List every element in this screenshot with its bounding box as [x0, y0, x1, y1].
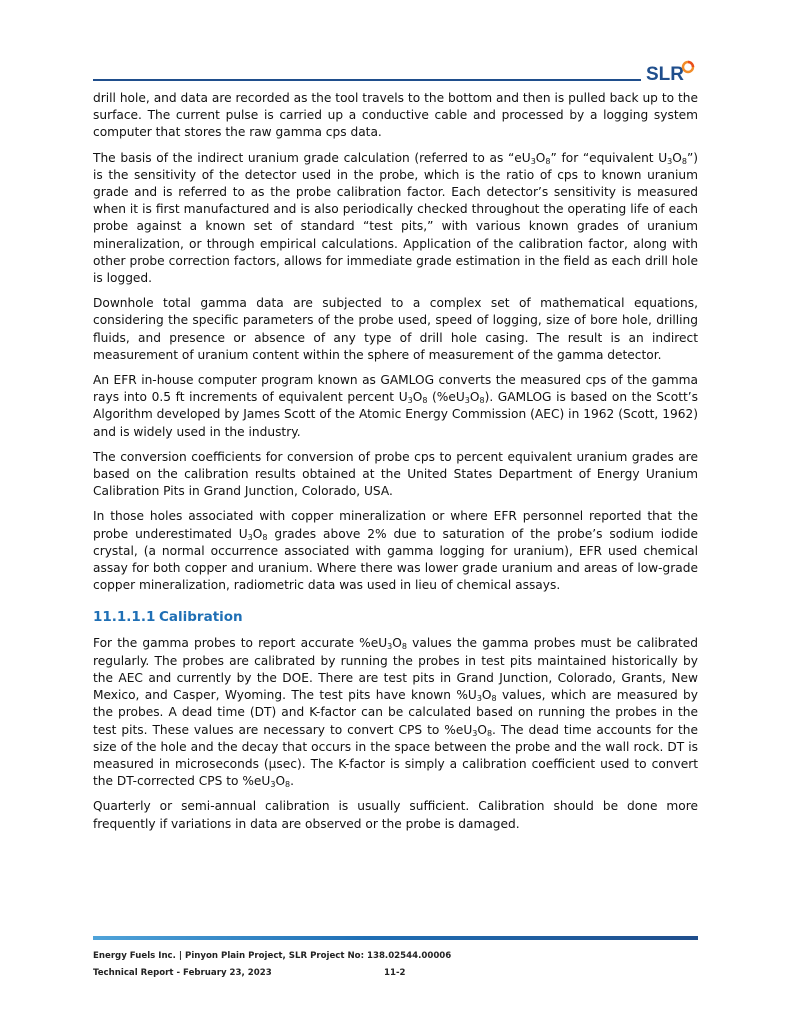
- paragraph: [93, 295, 698, 364]
- footer-line-1: Energy Fuels Inc. | Pinyon Plain Project, SLR Project No: 138.02544.00006: [93, 951, 452, 961]
- paragraph: [93, 798, 698, 832]
- subscript: 3: [247, 532, 253, 542]
- section-heading: [93, 608, 698, 626]
- intro-paragraphs: [93, 90, 698, 594]
- paragraph: [93, 449, 698, 501]
- paragraph: [93, 372, 698, 441]
- text-run: (%eU: [427, 390, 465, 405]
- text-run: O: [469, 390, 480, 405]
- footer-line-2: Technical Report - February 23, 2023: [93, 968, 272, 978]
- paragraph: [93, 508, 698, 594]
- text-run: The basis of the indirect uranium grade calculation (referred to as “eU: [93, 150, 531, 165]
- logo-swirl-icon: [681, 60, 695, 74]
- text-run: O: [275, 774, 286, 789]
- subscript: 3: [530, 156, 536, 166]
- text-run: O: [477, 722, 487, 737]
- section-paragraphs: [93, 635, 698, 832]
- text-run: O: [252, 526, 263, 541]
- text-run: values the gamma probes must be calibrated regularly. The probes are calibrated by running the probes in test pits maintained historically by the AEC and currently by the DOE. There are test pits in Grand Junction, Colorado, Grants, New Mexico, and Casper, Wyoming. The test pits have known %U: [93, 636, 699, 703]
- subscript: 3: [270, 780, 276, 790]
- text-run: O: [392, 636, 402, 651]
- subscript: 8: [479, 396, 485, 406]
- text-run: O: [412, 390, 423, 405]
- text-run: . The dead time accounts for the size of the hole and the decay that occurs in the space between the probe and the wall rock. DT is measured in microseconds (µsec). The K-factor is simply a calibration coefficient used to convert the DT-corrected CPS to %eU: [93, 722, 698, 789]
- section-title: Calibration: [159, 609, 243, 626]
- text-run: O: [481, 688, 492, 703]
- text-run: O: [535, 150, 546, 165]
- text-run: ). GAMLOG is based on the Scott’s Algorithm developed by James Scott of the Atomic Energy Commission (AEC) in 1962 (Scott, 1962) and is widely used in the industry.: [93, 390, 698, 439]
- subscript: 8: [491, 694, 497, 704]
- main-body: [93, 90, 698, 841]
- subscript: 8: [486, 728, 493, 738]
- text-run: In those holes associated with copper mineralization or where EFR personnel reported that the probe underestimated U: [93, 509, 698, 541]
- subscript: 8: [681, 156, 687, 166]
- paragraph: [93, 90, 698, 142]
- subscript: 3: [387, 642, 393, 652]
- text-run: drill hole, and data are recorded as the tool travels to the bottom and then is pulled back up to the surface. The current pulse is carried up a conductive cable and processed by a logging system computer that stores the raw gamma cps data.: [93, 91, 698, 140]
- subscript: 3: [476, 694, 482, 704]
- subscript: 3: [667, 156, 673, 166]
- text-run: ” for “equivalent U: [550, 150, 668, 165]
- text-run: An EFR in-house computer program known as GAMLOG converts the measured cps of the gamma rays into 0.5 ft increments of equivalent percent U: [93, 373, 698, 405]
- text-run: Downhole total gamma data are subjected to a complex set of mathematical equations, considering the specific parameters of the probe used, speed of logging, size of bore hole, drilling fluids, and presence or absence of any type of drill hole casing. The result is an indirect measurement of uranium content within the sphere of measurement of the gamma detector.: [93, 296, 698, 362]
- page-footer: [93, 948, 451, 982]
- subscript: 8: [422, 396, 428, 406]
- text-run: Quarterly or semi-annual calibration is usually sufficient. Calibration should be done more frequently if variations in data are observed or the probe is damaged.: [93, 799, 698, 831]
- text-run: The conversion coefficients for conversion of probe cps to percent equivalent uranium grades are based on the calibration results obtained at the United States Department of Energy Uranium Calibration Pits in Grand Junction, Colorado, USA.: [93, 449, 698, 499]
- slr-logo: SLR: [646, 64, 684, 85]
- subscript: 8: [285, 780, 291, 790]
- subscript: 8: [401, 642, 407, 652]
- section-number: 11.1.1.1: [93, 609, 156, 626]
- text-run: O: [672, 150, 682, 165]
- subscript: 3: [472, 728, 478, 738]
- subscript: 3: [464, 396, 470, 406]
- subscript: 3: [407, 396, 413, 406]
- text-run: .: [290, 774, 294, 789]
- footer-rule: [93, 936, 698, 940]
- text-run: grades above 2% due to saturation of the probe’s sodium iodide crystal, (a normal occurrence associated with gamma logging for uranium), EFR used chemical assay for both copper and uranium. Where there was lower grade uranium and areas of low-grade copper mineralization, radiometric data was used in lieu of chemical assays.: [93, 526, 698, 593]
- header-rule: [93, 79, 641, 81]
- subscript: 8: [262, 532, 268, 542]
- paragraph: [93, 635, 698, 790]
- paragraph: [93, 150, 698, 288]
- page-number: 11-2: [384, 968, 406, 978]
- subscript: 8: [545, 156, 551, 166]
- text-run: For the gamma probes to report accurate %eU: [93, 636, 388, 651]
- text-run: ”) is the sensitivity of the detector used in the probe, which is the ratio of cps to known uranium grade and is referred to as the probe calibration factor. Each detector’s sensitivity is measured when it is first manufactured and is also periodically checked throughout the operating life of each probe against a known set of standard “test pits,” with various known grades of uranium mineralization, or through empirical calculations. Application of the calibration factor, along with other probe correction factors, allows for immediate grade estimation in the field as each drill hole is logged.: [93, 150, 699, 286]
- text-run: values, which are measured by the probes. A dead time (DT) and K-factor can be calculated based on running the probes in the test pits. These values are necessary to convert CPS to %eU: [93, 688, 698, 737]
